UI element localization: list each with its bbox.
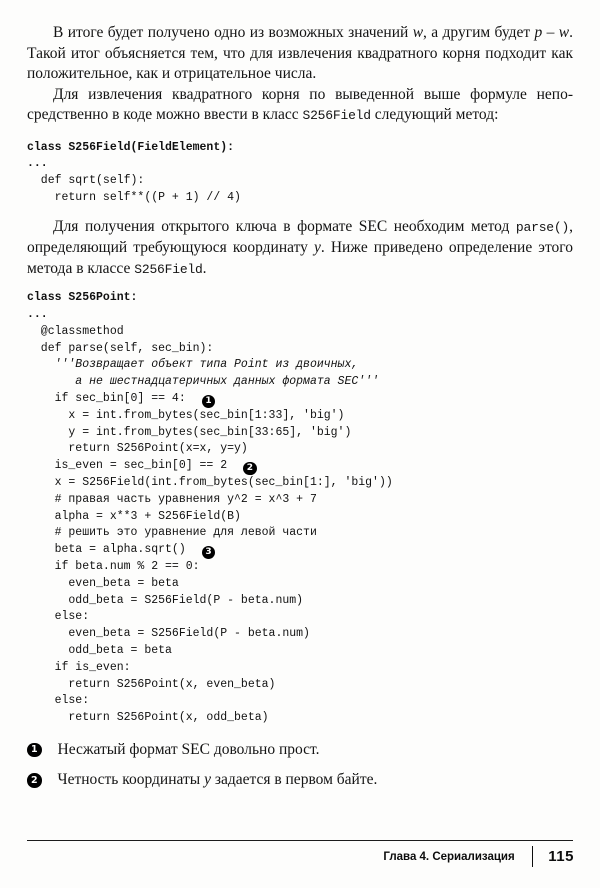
- callout-number-1-icon: 1: [27, 743, 42, 758]
- code-line: [27, 341, 573, 358]
- code-text: def sqrt(self):: [27, 174, 145, 188]
- code-line: [27, 475, 573, 492]
- callout-list: [27, 740, 573, 791]
- code-text: а не шестнадцатеричных данных формата SEC''': [27, 375, 379, 389]
- code-line: [27, 525, 573, 542]
- text-run: , а другим будет: [423, 24, 535, 41]
- paragraph-2: [27, 85, 573, 127]
- text-run: . Ниже приведено определение этого метода в классе: [27, 239, 573, 277]
- callout-number-1-icon: 1: [202, 395, 216, 409]
- code-text: ...: [27, 157, 48, 171]
- code-text: class S256Field(FieldElement):: [27, 140, 235, 154]
- text-run: Несжатый формат SEC довольно прост.: [57, 740, 320, 758]
- code-text: else:: [27, 694, 90, 708]
- footer-divider: [532, 846, 534, 867]
- code-line: [27, 559, 573, 576]
- code-text: odd_beta = S256Field(P - beta.num): [27, 593, 304, 607]
- code-line: [27, 542, 573, 559]
- code-line: [27, 425, 573, 442]
- code-line: [27, 458, 573, 475]
- code-line: [27, 492, 573, 509]
- text-run: следующий метод:: [370, 106, 499, 123]
- callout-item: [27, 740, 573, 761]
- code-line: [27, 693, 573, 710]
- callout-number-3-icon: 3: [202, 546, 216, 560]
- code-block: [27, 140, 573, 207]
- code-line: [27, 374, 573, 391]
- code-text: class S256Point:: [27, 291, 138, 305]
- code-line: [27, 576, 573, 593]
- code-line: [27, 408, 573, 425]
- footer-chapter-title: Глава 4. Сериализация: [383, 850, 515, 863]
- code-line: [27, 307, 573, 324]
- text-run: задается в первом байте.: [210, 771, 378, 789]
- code-text: '''Возвращает объект типа Point из двоичных,: [27, 358, 359, 372]
- inline-code: parse(): [515, 219, 570, 235]
- text-run: Четность координаты: [57, 771, 205, 789]
- footer: [27, 846, 574, 867]
- code-line: [27, 357, 573, 374]
- code-text: def parse(self, sec_bin):: [27, 341, 214, 355]
- code-line: [27, 626, 573, 643]
- code-text: # правая часть уравнения y^2 = x^3 + 7: [27, 492, 317, 506]
- code-text: even_beta = S256Field(P - beta.num): [27, 627, 310, 641]
- code-line: [27, 643, 573, 660]
- code-line: [27, 190, 573, 207]
- code-line: [27, 660, 573, 677]
- text-run: В итоге будет получено одно из возможных значений: [53, 24, 413, 41]
- code-line: [27, 677, 573, 694]
- code-text: else:: [27, 610, 90, 624]
- footer-page-number: 115: [548, 848, 574, 865]
- text-run: Для получения открытого ключа в формате SEC необходим метод: [53, 217, 516, 235]
- code-text: ...: [27, 307, 48, 321]
- code-line: [27, 156, 573, 173]
- italic-text: p: [534, 24, 543, 41]
- code-text: x = S256Field(int.from_bytes(sec_bin[1:], 'big')): [27, 475, 393, 489]
- code-line: [27, 593, 573, 610]
- code-line: [27, 290, 573, 307]
- code-line: [27, 441, 573, 458]
- code-block: [27, 290, 573, 727]
- code-text: return S256Point(x, odd_beta): [27, 711, 269, 725]
- code-line: [27, 609, 573, 626]
- code-text: odd_beta = beta: [27, 643, 172, 657]
- inline-code: S256Field: [134, 261, 203, 277]
- code-line: [27, 324, 573, 341]
- code-text: # решить это уравнение для левой части: [27, 526, 317, 540]
- callout-item: [27, 770, 573, 791]
- code-line: [27, 173, 573, 190]
- code-text: alpha = x**3 + S256Field(B): [27, 509, 241, 523]
- code-line: [27, 710, 573, 727]
- code-line: [27, 140, 573, 157]
- code-text: return S256Point(x, even_beta): [27, 677, 276, 691]
- italic-text: w: [558, 24, 570, 41]
- page-content: [27, 23, 573, 791]
- code-text: return S256Point(x=x, y=y): [27, 442, 248, 456]
- text-run: . Такой итог объясняется тем, что для извлечения квадратного корня подходит как положительное, как и отрицательное числа.: [27, 24, 573, 82]
- callout-text: [42, 740, 320, 761]
- code-line: [27, 509, 573, 526]
- code-text: is_even = sec_bin[0] == 2: [27, 459, 228, 473]
- code-text: even_beta = beta: [27, 576, 179, 590]
- code-text: if beta.num % 2 == 0:: [27, 559, 200, 573]
- italic-text: y: [313, 239, 321, 257]
- code-text: beta = alpha.sqrt(): [27, 543, 186, 557]
- text-run: .: [202, 259, 207, 277]
- code-line: [27, 391, 573, 408]
- text-run: –: [542, 24, 559, 41]
- text-run: Для извлечения квадратного корня по выведенной выше формуле непосредственно в коде можно ввести в класс: [27, 85, 573, 123]
- callout-number-2-icon: 2: [27, 773, 42, 788]
- code-text: return self**((P + 1) // 4): [27, 190, 241, 204]
- code-text: if sec_bin[0] == 4:: [27, 391, 186, 405]
- callout-number-2-icon: 2: [243, 462, 257, 476]
- inline-code: S256Field: [302, 108, 371, 123]
- code-text: @classmethod: [27, 324, 124, 338]
- callout-text: [42, 770, 378, 791]
- code-text: if is_even:: [27, 660, 131, 674]
- paragraph-1: [27, 23, 573, 85]
- italic-text: y: [204, 771, 211, 789]
- footer-rule: [27, 840, 573, 841]
- code-text: x = int.from_bytes(sec_bin[1:33], 'big'): [27, 408, 345, 422]
- italic-text: w: [412, 24, 424, 41]
- text-run: , определяющий требующуюся координату: [27, 217, 573, 257]
- paragraph-4: [27, 217, 573, 281]
- code-text: y = int.from_bytes(sec_bin[33:65], 'big'): [27, 425, 352, 439]
